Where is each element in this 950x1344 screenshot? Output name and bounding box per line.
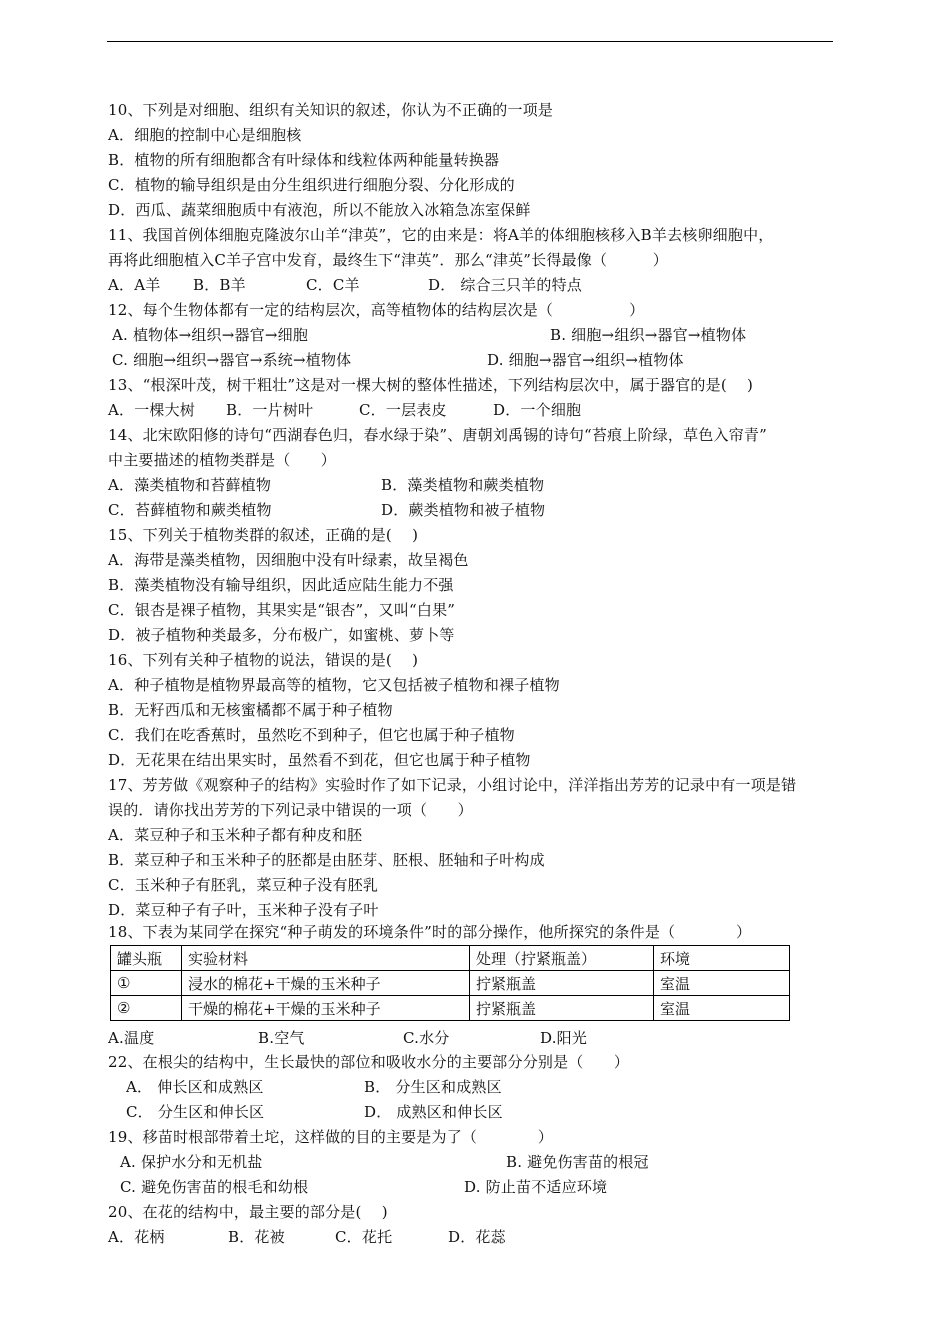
question-18-stem: 18、下表为某同学在探究“种子萌发的环境条件”时的部分操作，他所探究的条件是（ ） <box>108 923 752 941</box>
question-19-option-c: C. 避免伤害苗的根毛和幼根 <box>120 1178 309 1196</box>
question-18-option-b: B.空气 <box>258 1029 305 1047</box>
question-19-option-d: D. 防止苗不适应环境 <box>464 1178 608 1196</box>
question-12-option-b: B. 细胞→组织→器官→植物体 <box>550 326 747 344</box>
question-10-option-c: C．植物的输导组织是由分生组织进行细胞分裂、分化形成的 <box>108 176 515 194</box>
question-10-option-a: A．细胞的控制中心是细胞核 <box>108 126 302 144</box>
question-13-option-b: B．一片树叶 <box>226 401 314 419</box>
question-20-option-c: C．花托 <box>335 1228 393 1246</box>
question-13-option-c: C．一层表皮 <box>359 401 447 419</box>
question-11-option-d: D． 综合三只羊的特点 <box>428 276 582 294</box>
question-11-option-c: C．C羊 <box>306 276 360 294</box>
question-15-stem: 15、下列关于植物类群的叙述，正确的是( ) <box>108 526 419 544</box>
question-18-option-a: A.温度 <box>108 1029 155 1047</box>
question-11-stem-line2: 再将此细胞植入C羊子宫中发育，最终生下“津英”．那么“津英”长得最像（ ） <box>108 251 668 269</box>
question-22-option-a: A． 伸长区和成熟区 <box>126 1078 264 1096</box>
table-cell: 拧紧瓶盖 <box>470 971 654 996</box>
question-15-option-d: D．被子植物种类最多，分布极广，如蜜桃、萝卜等 <box>108 626 455 644</box>
question-19-option-b: B. 避免伤害苗的根冠 <box>506 1153 649 1171</box>
table-cell: 干燥的棉花+干燥的玉米种子 <box>182 996 470 1021</box>
table-row <box>111 971 790 996</box>
table-cell: ② <box>111 996 182 1021</box>
table-row <box>111 996 790 1021</box>
question-13-stem: 13、“根深叶茂，树干粗壮”这是对一棵大树的整体性描述，下列结构层次中，属于器官的是( ) <box>108 376 754 394</box>
table-header-cell: 处理（拧紧瓶盖） <box>470 946 654 971</box>
question-11-option-a: A．A羊 <box>108 276 161 294</box>
question-14-option-a: A．藻类植物和苔藓植物 <box>108 476 272 494</box>
question-15-option-a: A．海带是藻类植物，因细胞中没有叶绿素，故呈褐色 <box>108 551 469 569</box>
table-cell: 室温 <box>654 996 790 1021</box>
question-17-stem-line1: 17、芳芳做《观察种子的结构》实验时作了如下记录，小组讨论中，洋洋指出芳芳的记录中有一项是错 <box>108 776 797 794</box>
table-header-cell: 环境 <box>654 946 790 971</box>
question-10-option-d: D．西瓜、蔬菜细胞质中有液泡，所以不能放入冰箱急冻室保鲜 <box>108 201 531 219</box>
question-18-option-c: C.水分 <box>403 1029 450 1047</box>
table-header-cell: 实验材料 <box>182 946 470 971</box>
question-19-stem: 19、移苗时根部带着土坨，这样做的目的主要是为了（ ） <box>108 1128 554 1146</box>
question-14-option-d: D．蕨类植物和被子植物 <box>381 501 546 519</box>
question-16-option-c: C．我们在吃香蕉时，虽然吃不到种子，但它也属于种子植物 <box>108 726 515 744</box>
table-cell: ① <box>111 971 182 996</box>
question-20-option-b: B．花被 <box>228 1228 285 1246</box>
question-11-stem-line1: 11、我国首例体细胞克隆波尔山羊“津英”，它的由来是：将A羊的体细胞核移入B羊去核卵细胞中， <box>108 226 774 244</box>
question-22-stem: 22、在根尖的结构中，生长最快的部位和吸收水分的主要部分分别是（ ） <box>108 1053 630 1071</box>
question-17-option-d: D．菜豆种子有子叶，玉米种子没有子叶 <box>108 901 379 919</box>
question-20-option-a: A．花柄 <box>108 1228 165 1246</box>
question-16-option-a: A．种子植物是植物界最高等的植物，它又包括被子植物和裸子植物 <box>108 676 560 694</box>
table-header-row <box>111 946 790 971</box>
question-22-option-d: D． 成熟区和伸长区 <box>364 1103 503 1121</box>
question-19-option-a: A. 保护水分和无机盐 <box>120 1153 263 1171</box>
question-20-stem: 20、在花的结构中，最主要的部分是( ) <box>108 1203 388 1221</box>
table-cell: 浸水的棉花+干燥的玉米种子 <box>182 971 470 996</box>
question-10-stem: 10、下列是对细胞、组织有关知识的叙述，你认为不正确的一项是 <box>108 101 554 119</box>
question-14-stem-line1: 14、北宋欧阳修的诗句“西湖春色归，春水绿于染”、唐朝刘禹锡的诗句“苔痕上阶绿，草色入帘青” <box>108 426 767 444</box>
question-16-option-d: D．无花果在结出果实时，虽然看不到花，但它也属于种子植物 <box>108 751 531 769</box>
question-14-option-b: B．藻类植物和蕨类植物 <box>381 476 545 494</box>
question-17-option-b: B．菜豆种子和玉米种子的胚都是由胚芽、胚根、胚轴和子叶构成 <box>108 851 545 869</box>
header-rule <box>107 41 833 42</box>
question-16-option-b: B．无籽西瓜和无核蜜橘都不属于种子植物 <box>108 701 393 719</box>
question-20-option-d: D．花蕊 <box>448 1228 506 1246</box>
question-12-option-a: A. 植物体→组织→器官→细胞 <box>112 326 309 344</box>
question-11-option-b: B．B羊 <box>193 276 246 294</box>
question-12-option-c: C. 细胞→组织→器官→系统→植物体 <box>112 351 352 369</box>
question-10-option-b: B．植物的所有细胞都含有叶绿体和线粒体两种能量转换器 <box>108 151 500 169</box>
question-13-option-d: D．一个细胞 <box>493 401 582 419</box>
question-14-stem-line2: 中主要描述的植物类群是（ ） <box>108 451 337 469</box>
question-15-option-b: B．藻类植物没有输导组织，因此适应陆生能力不强 <box>108 576 454 594</box>
question-22-option-c: C． 分生区和伸长区 <box>126 1103 265 1121</box>
question-16-stem: 16、下列有关种子植物的说法，错误的是( ) <box>108 651 419 669</box>
table-cell: 室温 <box>654 971 790 996</box>
question-13-option-a: A．一棵大树 <box>108 401 196 419</box>
question-18-option-d: D.阳光 <box>540 1029 588 1047</box>
question-17-option-c: C．玉米种子有胚乳，菜豆种子没有胚乳 <box>108 876 379 894</box>
question-17-stem-line2: 误的．请你找出芳芳的下列记录中错误的一项（ ） <box>108 801 473 819</box>
question-12-stem: 12、每个生物体都有一定的结构层次，高等植物体的结构层次是（ ） <box>108 301 645 319</box>
experiment-table <box>110 945 790 1021</box>
question-22-option-b: B． 分生区和成熟区 <box>364 1078 502 1096</box>
question-14-option-c: C．苔藓植物和蕨类植物 <box>108 501 272 519</box>
question-17-option-a: A．菜豆种子和玉米种子都有种皮和胚 <box>108 826 363 844</box>
table-cell: 拧紧瓶盖 <box>470 996 654 1021</box>
question-15-option-c: C．银杏是裸子植物，其果实是“银杏”，又叫“白果” <box>108 601 456 619</box>
question-12-option-d: D. 细胞→器官→组织→植物体 <box>487 351 684 369</box>
table-header-cell: 罐头瓶 <box>111 946 182 971</box>
